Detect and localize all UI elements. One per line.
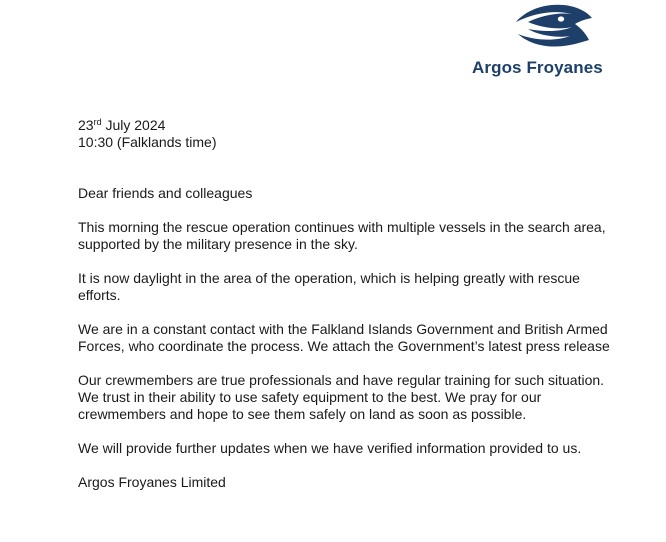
letter-time: 10:30 (Falklands time) — [78, 134, 217, 150]
company-logo-text: Argos Froyanes — [472, 58, 603, 77]
fish-logo-icon — [514, 2, 594, 50]
paragraph-rescue-operation: This morning the rescue operation continues with multiple vessels in the search area, supported by the military presence in the sky. — [78, 219, 606, 252]
letter-body — [78, 117, 618, 491]
paragraph-government-contact: We are in a constant contact with the Falkland Islands Government and British Armed Forces, who coordinate the process. We attach the Government’s latest press release — [78, 321, 610, 354]
paragraph-daylight: It is now daylight in the area of the operation, which is helping greatly with rescue efforts. — [78, 270, 580, 303]
letter-date — [78, 117, 618, 134]
date-ordinal-suffix: rd — [93, 117, 102, 127]
signature: Argos Froyanes Limited — [78, 474, 226, 490]
paragraph-crewmembers: Our crewmembers are true professionals and have regular training for such situation. We trust in their ability to use safety equipment to the best. We pray for our crewmembers and hope to see them safely on land as soon as possible. — [78, 372, 605, 422]
date-day: 23 — [78, 117, 94, 133]
paragraph-updates: We will provide further updates when we have verified information provided to us. — [78, 440, 582, 456]
date-block — [78, 117, 618, 151]
letterhead — [0, 0, 666, 90]
greeting: Dear friends and colleagues — [78, 185, 253, 201]
date-month-year: July 2024 — [101, 117, 166, 133]
